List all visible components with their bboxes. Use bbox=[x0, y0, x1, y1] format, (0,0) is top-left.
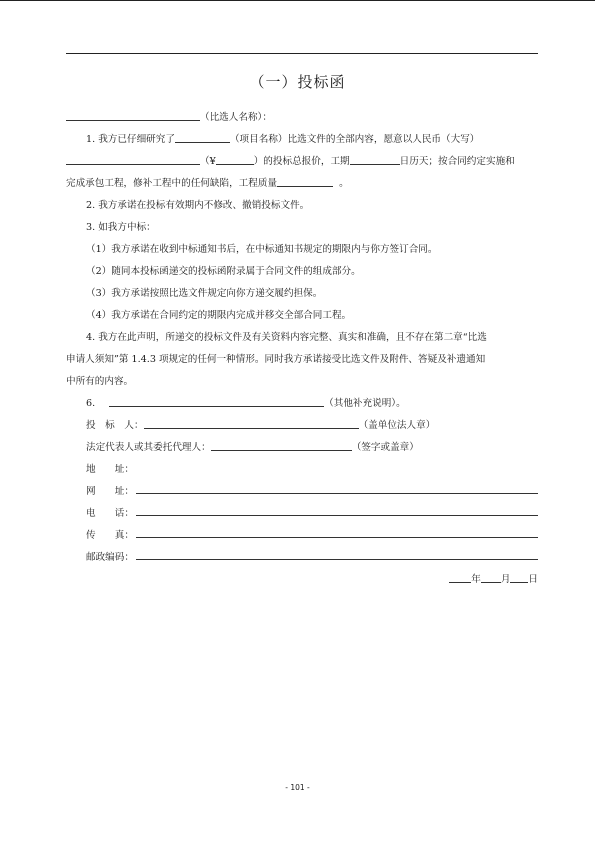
clause-4-line-1: 4. 我方在此声明，所递交的投标文件及有关资料内容完整、真实和准确，且不存在第二章“比选 bbox=[86, 332, 487, 343]
page-title: （一）投标函 bbox=[249, 73, 346, 91]
bidder-blank[interactable] bbox=[144, 416, 359, 429]
month-blank[interactable] bbox=[481, 570, 501, 583]
phone-blank[interactable] bbox=[136, 503, 538, 516]
other-notes-blank[interactable] bbox=[109, 394, 324, 407]
clause-3-item-3: （3）我方承诺按照比选文件规定向你方递交履约担保。 bbox=[86, 288, 323, 299]
legal-rep-blank[interactable] bbox=[211, 438, 352, 451]
address-line bbox=[66, 459, 538, 481]
date-line: 年 月 日 bbox=[66, 569, 538, 591]
website-blank[interactable] bbox=[136, 481, 538, 494]
legal-rep-suffix: （签字或盖章） bbox=[351, 442, 419, 453]
recipient-line bbox=[66, 107, 538, 129]
clause-2: 2. 我方承诺在投标有效期内不修改、撤销投标文件。 bbox=[86, 200, 310, 211]
legal-rep-label: 法定代表人或其委托代理人： bbox=[86, 442, 211, 453]
clause-4-line-3: 中所有的内容。 bbox=[66, 376, 134, 387]
recipient-blank[interactable] bbox=[66, 108, 200, 121]
amount-figures-blank[interactable] bbox=[216, 152, 254, 165]
top-border-line bbox=[0, 0, 595, 1]
postcode-line bbox=[66, 547, 538, 569]
clause-1-line-3: 完成承包工程，修补工程中的任何缺陷，工程质量 。 bbox=[66, 173, 538, 195]
clause-1-line-1: 1. 我方已仔细研究了 （项目名称）比选文件的全部内容，愿意以人民币（大写） bbox=[66, 129, 538, 151]
clause-3-item-4: （4）我方承诺在合同约定的期限内完成并移交全部合同工程。 bbox=[86, 310, 352, 321]
postcode-label: 邮政编码： bbox=[86, 552, 134, 563]
clause-3-item-2: （2）随同本投标函递交的投标函附录属于合同文件的组成部分。 bbox=[86, 266, 361, 277]
clause-1-line-2: （¥ ）的投标总报价，工期 日历天；按合同约定实施和 bbox=[66, 151, 538, 173]
quality-blank[interactable] bbox=[277, 174, 333, 187]
bidder-line bbox=[66, 415, 538, 437]
day-blank[interactable] bbox=[510, 570, 528, 583]
address-label: 地 址： bbox=[86, 464, 134, 475]
project-name-blank[interactable] bbox=[175, 130, 230, 143]
bidder-label: 投 标 人： bbox=[86, 420, 144, 431]
header-rule bbox=[66, 53, 538, 54]
fax-line bbox=[66, 525, 538, 547]
clause-3-item-1: （1）我方承诺在收到中标通知书后，在中标通知书规定的期限内与你方签订合同。 bbox=[86, 244, 438, 255]
page-number: - 101 - bbox=[285, 783, 310, 792]
website-label: 网 址： bbox=[86, 486, 134, 497]
recipient-suffix: （比选人名称）： bbox=[200, 112, 272, 123]
postcode-blank[interactable] bbox=[136, 547, 538, 560]
fax-label: 传 真： bbox=[86, 530, 134, 541]
phone-label: 电 话： bbox=[86, 508, 134, 519]
year-blank[interactable] bbox=[449, 570, 471, 583]
phone-line bbox=[66, 503, 538, 525]
fax-blank[interactable] bbox=[136, 525, 538, 538]
amount-words-blank[interactable] bbox=[66, 152, 200, 165]
clause-3: 3. 如我方中标： bbox=[86, 222, 156, 233]
website-line bbox=[66, 481, 538, 503]
clause-4-line-2: 申请人须知”第 1.4.3 项规定的任何一种情形。同时我方承诺接受比选文件及附件、答疑及补遗通知 bbox=[66, 354, 486, 365]
duration-blank[interactable] bbox=[350, 152, 400, 165]
bid-letter-body bbox=[66, 107, 538, 591]
legal-rep-line bbox=[66, 437, 538, 459]
bidder-suffix: （盖单位法人章） bbox=[358, 420, 436, 431]
clause-6-line: 6. （其他补充说明）。 bbox=[66, 393, 538, 415]
